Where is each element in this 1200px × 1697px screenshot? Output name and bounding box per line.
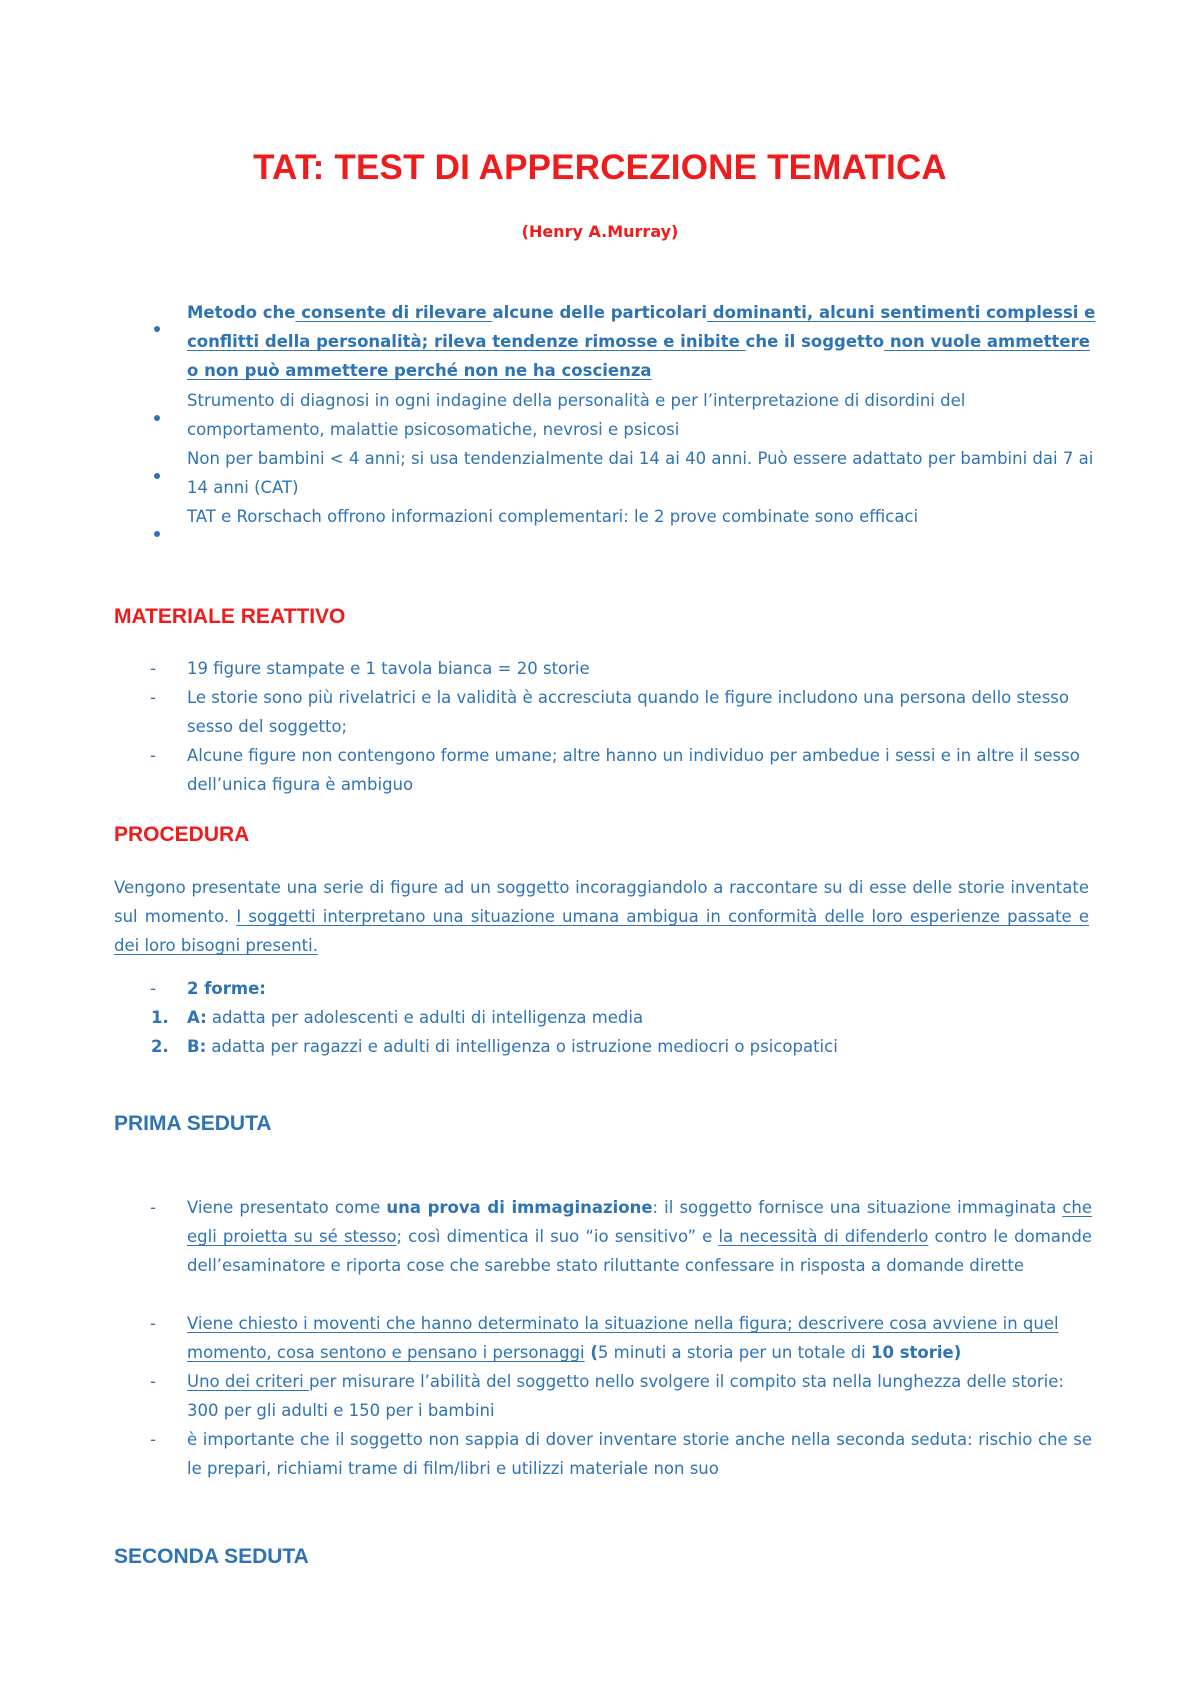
forms-label: 2 forme: (187, 979, 266, 998)
bullet-marker (154, 517, 160, 546)
dash-marker: - (150, 1372, 156, 1391)
intro-bullet-1: Metodo che consente di rilevare alcune delle particolari dominanti, alcuni sentimenti complessi e conflitti della personalità; rileva tendenze rimosse e inibite che il soggetto non vuole ammettere o non può ammettere perché non ne ha coscienza (187, 303, 1096, 380)
dash-marker: - (150, 1198, 156, 1217)
form-a-item: A: adatta per adolescenti e adulti di intelligenza media (187, 1008, 644, 1027)
materiale-item-1: 19 figure stampate e 1 tavola bianca = 20 storie (187, 659, 590, 678)
prima-seduta-item-2: Viene chiesto i moventi che hanno determinato la situazione nella figura; descrivere cosa avviene in quel momento, cosa sentono e pensano i personaggi (5 minuti a storia per un totale di 10 storie) (187, 1314, 1059, 1362)
dash-marker: - (150, 1430, 156, 1449)
bullet-marker (154, 459, 160, 488)
dash-marker: - (150, 659, 156, 678)
dash-marker: - (150, 979, 156, 998)
intro-bullet-3: Non per bambini < 4 anni; si usa tendenzialmente dai 14 ai 40 anni. Può essere adattato per bambini dai 7 ai 14 anni (CAT) (187, 449, 1094, 497)
materiale-item-2: Le storie sono più rivelatrici e la validità è accresciuta quando le figure includono una persona dello stesso sesso del soggetto; (187, 688, 1069, 736)
prima-seduta-item-1: Viene presentato come una prova di immaginazione: il soggetto fornisce una situazione immaginata che egli proietta su sé stesso; così dimentica il suo “io sensitivo” e la necessità di difenderlo contro le domande dell’esaminatore e riporta cose che sarebbe stato riluttante confessare in risposta a domande dirette (187, 1198, 1092, 1275)
section-heading-materiale: MATERIALE REATTIVO (114, 605, 346, 628)
numbered-marker: 2. (151, 1037, 169, 1056)
prima-seduta-item-4: è importante che il soggetto non sappia di dover inventare storie anche nella seconda seduta: rischio che se le prepari, richiami trame di film/libri e utilizzi materiale non suo (187, 1430, 1092, 1478)
section-heading-prima-seduta: PRIMA SEDUTA (114, 1112, 272, 1135)
dash-marker: - (150, 1314, 156, 1333)
document-subtitle: (Henry A.Murray) (521, 222, 679, 241)
dash-marker: - (150, 688, 156, 707)
bullet-marker (154, 401, 160, 430)
numbered-marker: 1. (151, 1008, 169, 1027)
intro-bullet-2: Strumento di diagnosi in ogni indagine della personalità e per l’interpretazione di disordini del comportamento, malattie psicosomatiche, nevrosi e psicosi (187, 391, 966, 439)
section-heading-procedura: PROCEDURA (114, 823, 250, 846)
section-heading-seconda-seduta: SECONDA SEDUTA (114, 1545, 309, 1568)
prima-seduta-item-3: Uno dei criteri per misurare l’abilità del soggetto nello svolgere il compito sta nella lunghezza delle storie: 300 per gli adulti e 150 per i bambini (187, 1372, 1064, 1420)
form-b-item: B: adatta per ragazzi e adulti di intelligenza o istruzione mediocri o psicopatici (187, 1037, 838, 1056)
bullet-marker (154, 312, 160, 341)
procedura-paragraph: Vengono presentate una serie di figure ad un soggetto incoraggiandolo a raccontare su di esse delle storie inventate sul momento. I soggetti interpretano una situazione umana ambigua in conformità delle loro esperienze passate e dei loro bisogni presenti. (114, 878, 1089, 955)
intro-bullet-4: TAT e Rorschach offrono informazioni complementari: le 2 prove combinate sono efficaci (187, 507, 919, 526)
dash-marker: - (150, 746, 156, 765)
materiale-item-3: Alcune figure non contengono forme umane; altre hanno un individuo per ambedue i sessi e in altre il sesso dell’unica figura è ambiguo (187, 746, 1080, 794)
document-title: TAT: TEST DI APPERCEZIONE TEMATICA (253, 148, 947, 187)
